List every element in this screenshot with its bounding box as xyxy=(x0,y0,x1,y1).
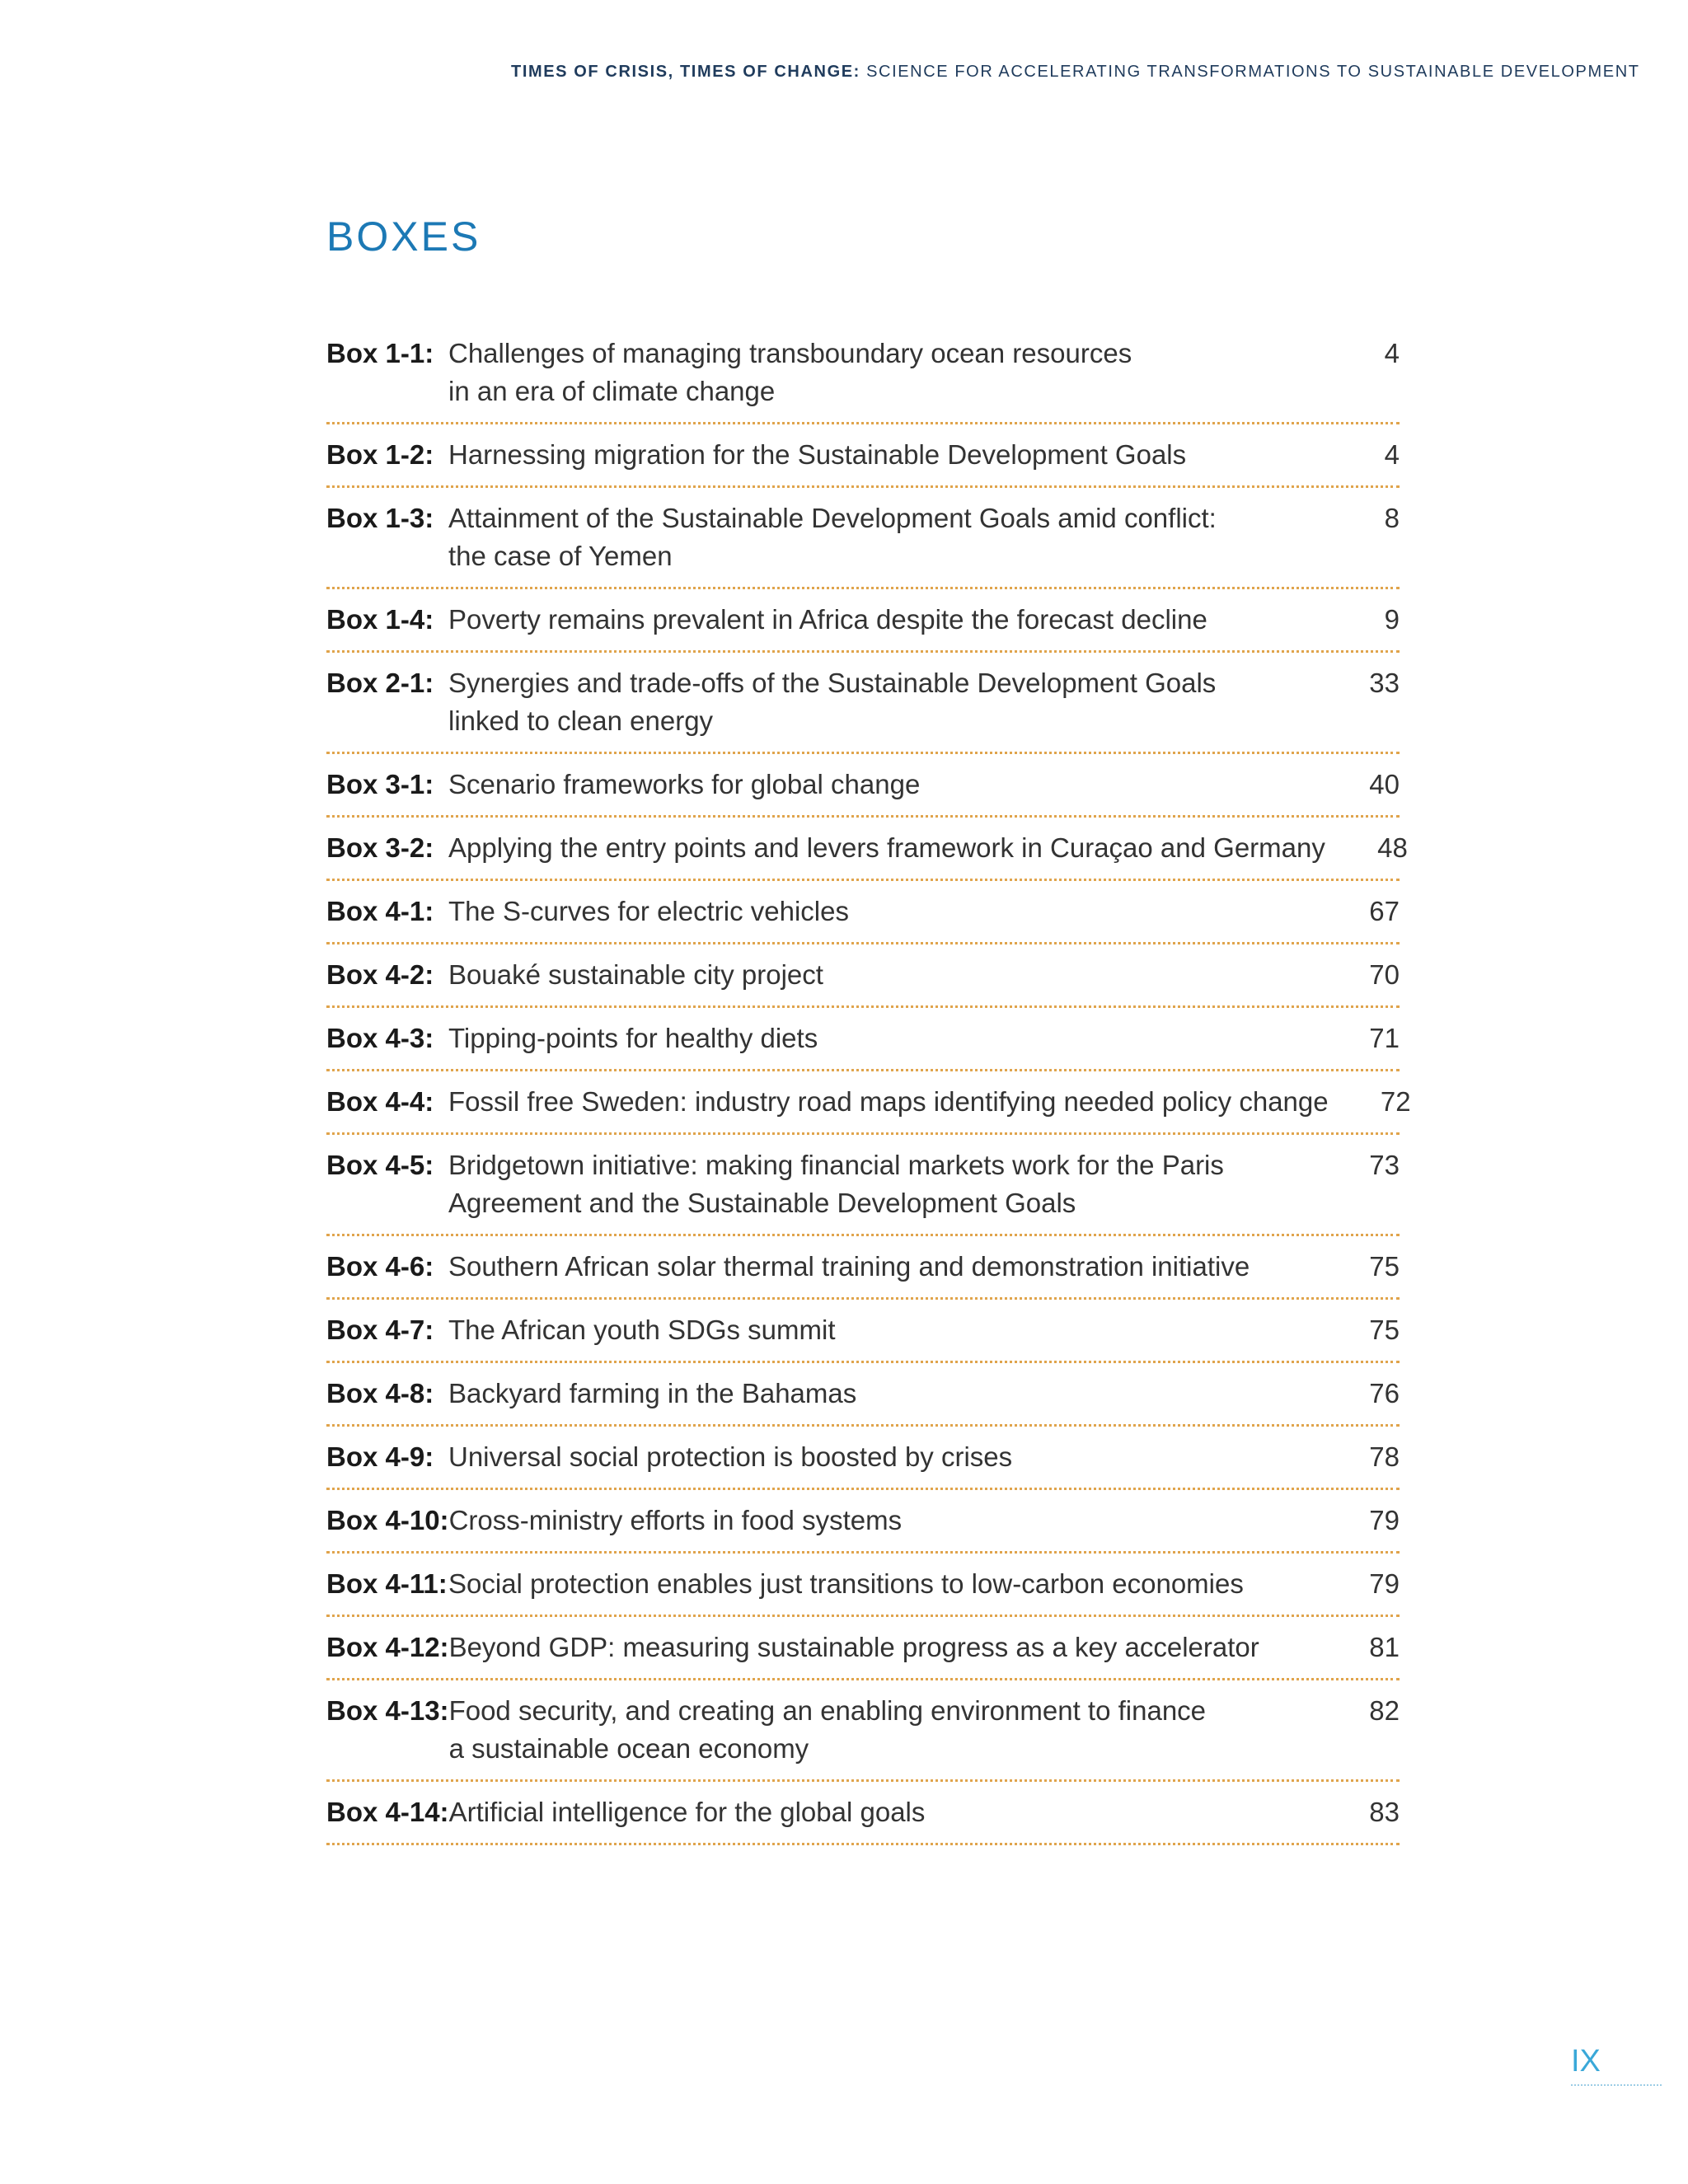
box-label: Box 1-1: xyxy=(326,338,434,368)
box-label: Box 4-9: xyxy=(326,1441,434,1472)
box-page-number: 48 xyxy=(1377,832,1408,863)
box-entry[interactable] xyxy=(326,1680,1400,1782)
box-title xyxy=(448,1019,1342,1057)
box-entry[interactable] xyxy=(326,1490,1400,1554)
box-entry[interactable] xyxy=(326,1071,1411,1135)
box-page-number: 73 xyxy=(1369,1150,1400,1180)
box-title-line: Harnessing migration for the Sustainable Development Goals xyxy=(448,439,1187,470)
box-page-number: 4 xyxy=(1384,439,1400,470)
box-title xyxy=(448,829,1350,867)
box-entry[interactable] xyxy=(326,589,1400,653)
box-title xyxy=(449,1502,1342,1540)
box-label: Box 4-8: xyxy=(326,1378,434,1408)
box-title-line: Food security, and creating an enabling environment to finance xyxy=(448,1695,1207,1726)
box-page-number: 4 xyxy=(1384,338,1400,368)
box-entry[interactable] xyxy=(326,754,1400,818)
box-title-line: Challenges of managing transboundary ocean resources xyxy=(448,338,1132,368)
box-title-line: Artificial intelligence for the global goals xyxy=(448,1797,926,1827)
box-label: Box 1-4: xyxy=(326,604,434,635)
box-title-line: Bouaké sustainable city project xyxy=(448,959,823,990)
box-title-line: Backyard farming in the Bahamas xyxy=(448,1378,857,1408)
box-title-line: Bridgetown initiative: making financial markets work for the Paris xyxy=(448,1150,1224,1180)
box-title xyxy=(448,335,1342,410)
boxes-list xyxy=(326,328,1411,1845)
box-entry[interactable] xyxy=(326,1008,1400,1071)
box-title xyxy=(448,1375,1342,1413)
box-title-line: Applying the entry points and levers framework in Curaçao and Germany xyxy=(448,832,1325,863)
box-title xyxy=(448,1438,1342,1476)
box-entry[interactable] xyxy=(326,1617,1400,1680)
box-label: Box 1-3: xyxy=(326,503,434,533)
box-title-line: Fossil free Sweden: industry road maps identifying needed policy change xyxy=(448,1086,1329,1117)
box-entry[interactable] xyxy=(326,818,1408,881)
box-title-line: Attainment of the Sustainable Development Goals amid conflict: xyxy=(448,503,1217,533)
box-entry[interactable] xyxy=(326,1782,1400,1845)
box-page-number: 78 xyxy=(1369,1441,1400,1472)
box-title xyxy=(448,664,1342,740)
box-entry[interactable] xyxy=(326,1363,1400,1427)
box-label: Box 1-2: xyxy=(326,439,434,470)
box-title xyxy=(448,436,1342,474)
box-entry[interactable] xyxy=(326,488,1400,589)
box-title xyxy=(448,893,1342,930)
box-label: Box 4-7: xyxy=(326,1315,434,1345)
box-page-number: 71 xyxy=(1369,1023,1400,1053)
box-label: Box 4-4: xyxy=(326,1086,434,1117)
box-title xyxy=(448,766,1342,804)
box-title xyxy=(448,1248,1342,1286)
box-page-number: 72 xyxy=(1380,1086,1411,1117)
running-header-subtitle: SCIENCE FOR ACCELERATING TRANSFORMATIONS TO SUSTAINABLE DEVELOPMENT xyxy=(860,63,1640,81)
box-title-line: Beyond GDP: measuring sustainable progress as a key accelerator xyxy=(448,1632,1259,1662)
box-entry[interactable] xyxy=(326,653,1400,754)
box-title xyxy=(448,601,1342,639)
box-label: Box 4-11: xyxy=(326,1568,448,1599)
box-page-number: 79 xyxy=(1369,1568,1400,1599)
box-title-line: linked to clean energy xyxy=(448,705,714,736)
box-title-line: Synergies and trade-offs of the Sustainable Development Goals xyxy=(448,668,1217,698)
box-entry[interactable] xyxy=(326,1236,1400,1300)
box-title-line: Agreement and the Sustainable Development Goals xyxy=(448,1188,1076,1218)
box-page-number: 83 xyxy=(1369,1797,1400,1827)
running-header xyxy=(511,63,1640,82)
box-title xyxy=(448,1565,1342,1603)
box-title xyxy=(448,1146,1342,1222)
box-label: Box 4-13: xyxy=(326,1695,449,1726)
box-entry[interactable] xyxy=(326,1554,1400,1617)
box-page-number: 40 xyxy=(1369,769,1400,799)
box-title-line: Cross-ministry efforts in food systems xyxy=(448,1505,903,1535)
section-title: BOXES xyxy=(326,213,481,260)
box-page-number: 8 xyxy=(1384,503,1400,533)
page-number: IX xyxy=(1571,2044,1662,2086)
box-label: Box 3-2: xyxy=(326,832,434,863)
box-title-line: The African youth SDGs summit xyxy=(448,1315,836,1345)
box-title xyxy=(449,1692,1342,1768)
box-label: Box 2-1: xyxy=(326,668,434,698)
box-page-number: 79 xyxy=(1369,1505,1400,1535)
box-page-number: 67 xyxy=(1369,896,1400,926)
box-label: Box 4-10: xyxy=(326,1505,449,1535)
box-page-number: 75 xyxy=(1369,1315,1400,1345)
box-label: Box 4-5: xyxy=(326,1150,434,1180)
box-label: Box 4-3: xyxy=(326,1023,434,1053)
box-title-line: a sustainable ocean economy xyxy=(448,1733,809,1764)
box-label: Box 4-1: xyxy=(326,896,434,926)
box-title xyxy=(448,1311,1342,1349)
box-entry[interactable] xyxy=(326,1427,1400,1490)
box-title-line: The S-curves for electric vehicles xyxy=(448,896,849,926)
box-title xyxy=(448,499,1342,575)
box-title-line: the case of Yemen xyxy=(448,541,673,571)
box-page-number: 9 xyxy=(1384,604,1400,635)
box-label: Box 4-14: xyxy=(326,1797,449,1827)
box-page-number: 76 xyxy=(1369,1378,1400,1408)
box-entry[interactable] xyxy=(326,424,1400,488)
running-header-bold: TIMES OF CRISIS, TIMES OF CHANGE: xyxy=(511,63,860,81)
box-title-line: in an era of climate change xyxy=(448,376,776,406)
box-title xyxy=(449,1629,1342,1666)
box-entry[interactable] xyxy=(326,1300,1400,1363)
box-page-number: 75 xyxy=(1369,1251,1400,1282)
box-entry[interactable] xyxy=(326,944,1400,1008)
box-title-line: Poverty remains prevalent in Africa despite the forecast decline xyxy=(448,604,1207,635)
box-title-line: Scenario frameworks for global change xyxy=(448,769,921,799)
box-entry[interactable] xyxy=(326,328,1400,424)
box-page-number: 70 xyxy=(1369,959,1400,990)
box-label: Box 4-12: xyxy=(326,1632,449,1662)
box-label: Box 4-6: xyxy=(326,1251,434,1282)
box-page-number: 81 xyxy=(1369,1632,1400,1662)
box-title-line: Southern African solar thermal training and demonstration initiative xyxy=(448,1251,1250,1282)
box-page-number: 33 xyxy=(1369,668,1400,698)
box-entry[interactable] xyxy=(326,1135,1400,1236)
box-title-line: Universal social protection is boosted by crises xyxy=(448,1441,1013,1472)
box-title xyxy=(448,1083,1353,1121)
box-title xyxy=(449,1793,1342,1831)
box-title-line: Tipping-points for healthy diets xyxy=(448,1023,818,1053)
box-label: Box 4-2: xyxy=(326,959,434,990)
box-label: Box 3-1: xyxy=(326,769,434,799)
box-page-number: 82 xyxy=(1369,1695,1400,1726)
box-title-line: Social protection enables just transitions to low-carbon economies xyxy=(448,1568,1244,1599)
box-entry[interactable] xyxy=(326,881,1400,944)
box-title xyxy=(448,956,1342,994)
